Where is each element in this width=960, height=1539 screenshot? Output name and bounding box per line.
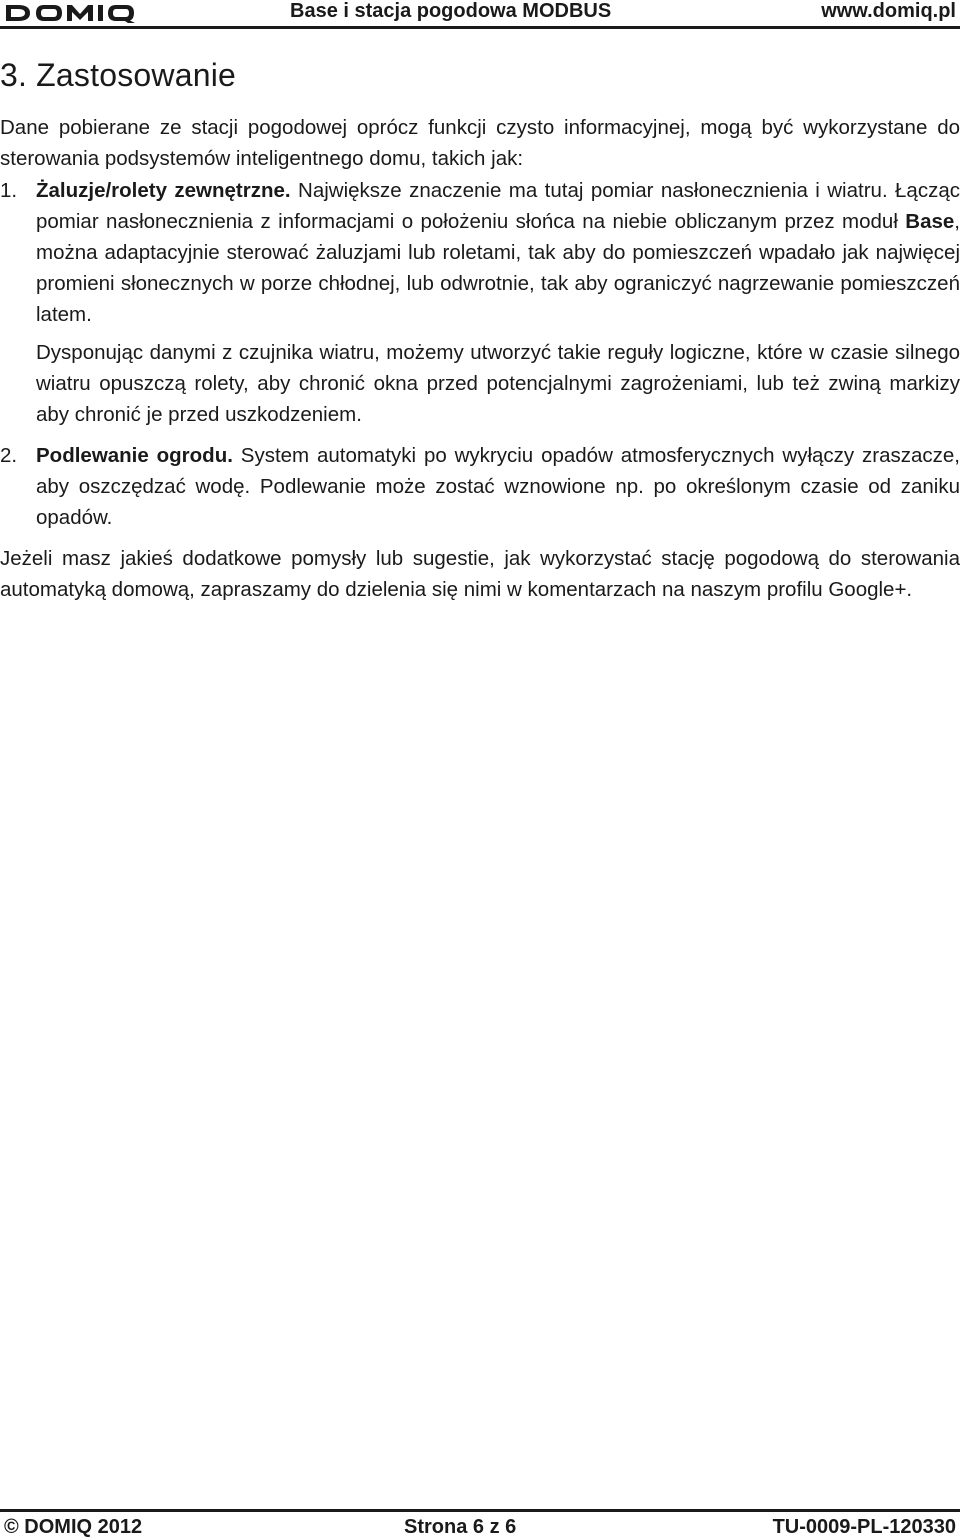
list-item-body — [36, 175, 960, 330]
list-item-heading: Żaluzje/rolety zewnętrzne. — [36, 179, 291, 202]
list-item-extra-paragraph: Dysponując danymi z czujnika wiatru, możemy utworzyć takie reguły logiczne, które w czasie silnego wiatru opuszczą rolety, aby chronić okna przed potencjalnymi zagrożeniami, lub też zwiną markizy aby chronić je przed uszkodzeniem. — [36, 341, 960, 426]
site-url: www.domiq.pl — [821, 0, 956, 22]
list-item-body — [36, 440, 960, 533]
footer-divider — [0, 1509, 960, 1512]
page-content — [0, 50, 960, 605]
list-item-heading: Podlewanie ogrodu. — [36, 444, 233, 467]
list-item — [0, 440, 960, 533]
footer-document-id: TU-0009-PL-120330 — [772, 1516, 956, 1538]
list-item-text: Największe znaczenie ma tutaj pomiar nasłonecznienia i wiatru. Łącząc pomiar nasłonecznienia z informacjami o położeniu słońca na niebie obliczanym przez moduł — [36, 179, 960, 233]
page-footer — [0, 1515, 960, 1539]
section-title: 3. Zastosowanie — [0, 57, 237, 93]
base-module-term: Base — [905, 210, 955, 233]
footer-page-number: Strona 6 z 6 — [404, 1516, 517, 1538]
list-item-text-cont: , można adaptacyjnie sterować żaluzjami lub roletami, tak aby do pomieszczeń wpadało jak najwięcej promieni słonecznych w porze chłodnej, lub odwrotnie, tak aby ograniczyć nagrzewanie pomieszczeń latem. — [36, 210, 960, 326]
intro-paragraph: Dane pobierane ze stacji pogodowej oprócz funkcji czysto informacyjnej, mogą być wykorzystane do sterowania podsystemów inteligentnego domu, takich jak: — [0, 116, 960, 170]
closing-paragraph: Jeżeli masz jakieś dodatkowe pomysły lub sugestie, jak wykorzystać stację pogodową do sterowania automatyką domową, zapraszamy do dzielenia się nimi w komentarzach na naszym profilu Google+. — [0, 547, 960, 601]
header-divider — [0, 26, 960, 29]
list-item-text: System automatyki po wykryciu opadów atmosferycznych wyłączy zraszacze, aby oszczędzać wodę. Podlewanie może zostać wznowione np. po określonym czasie od zaniku opadów. — [36, 444, 960, 529]
domiq-logo — [4, 2, 144, 24]
list-item — [0, 175, 960, 430]
application-list — [0, 175, 960, 533]
page-header — [0, 0, 960, 28]
footer-copyright: © DOMIQ 2012 — [4, 1516, 143, 1538]
document-title: Base i stacja pogodowa MODBUS — [290, 0, 612, 22]
list-item-number: 2. — [0, 444, 18, 467]
list-item-number: 1. — [0, 179, 18, 202]
